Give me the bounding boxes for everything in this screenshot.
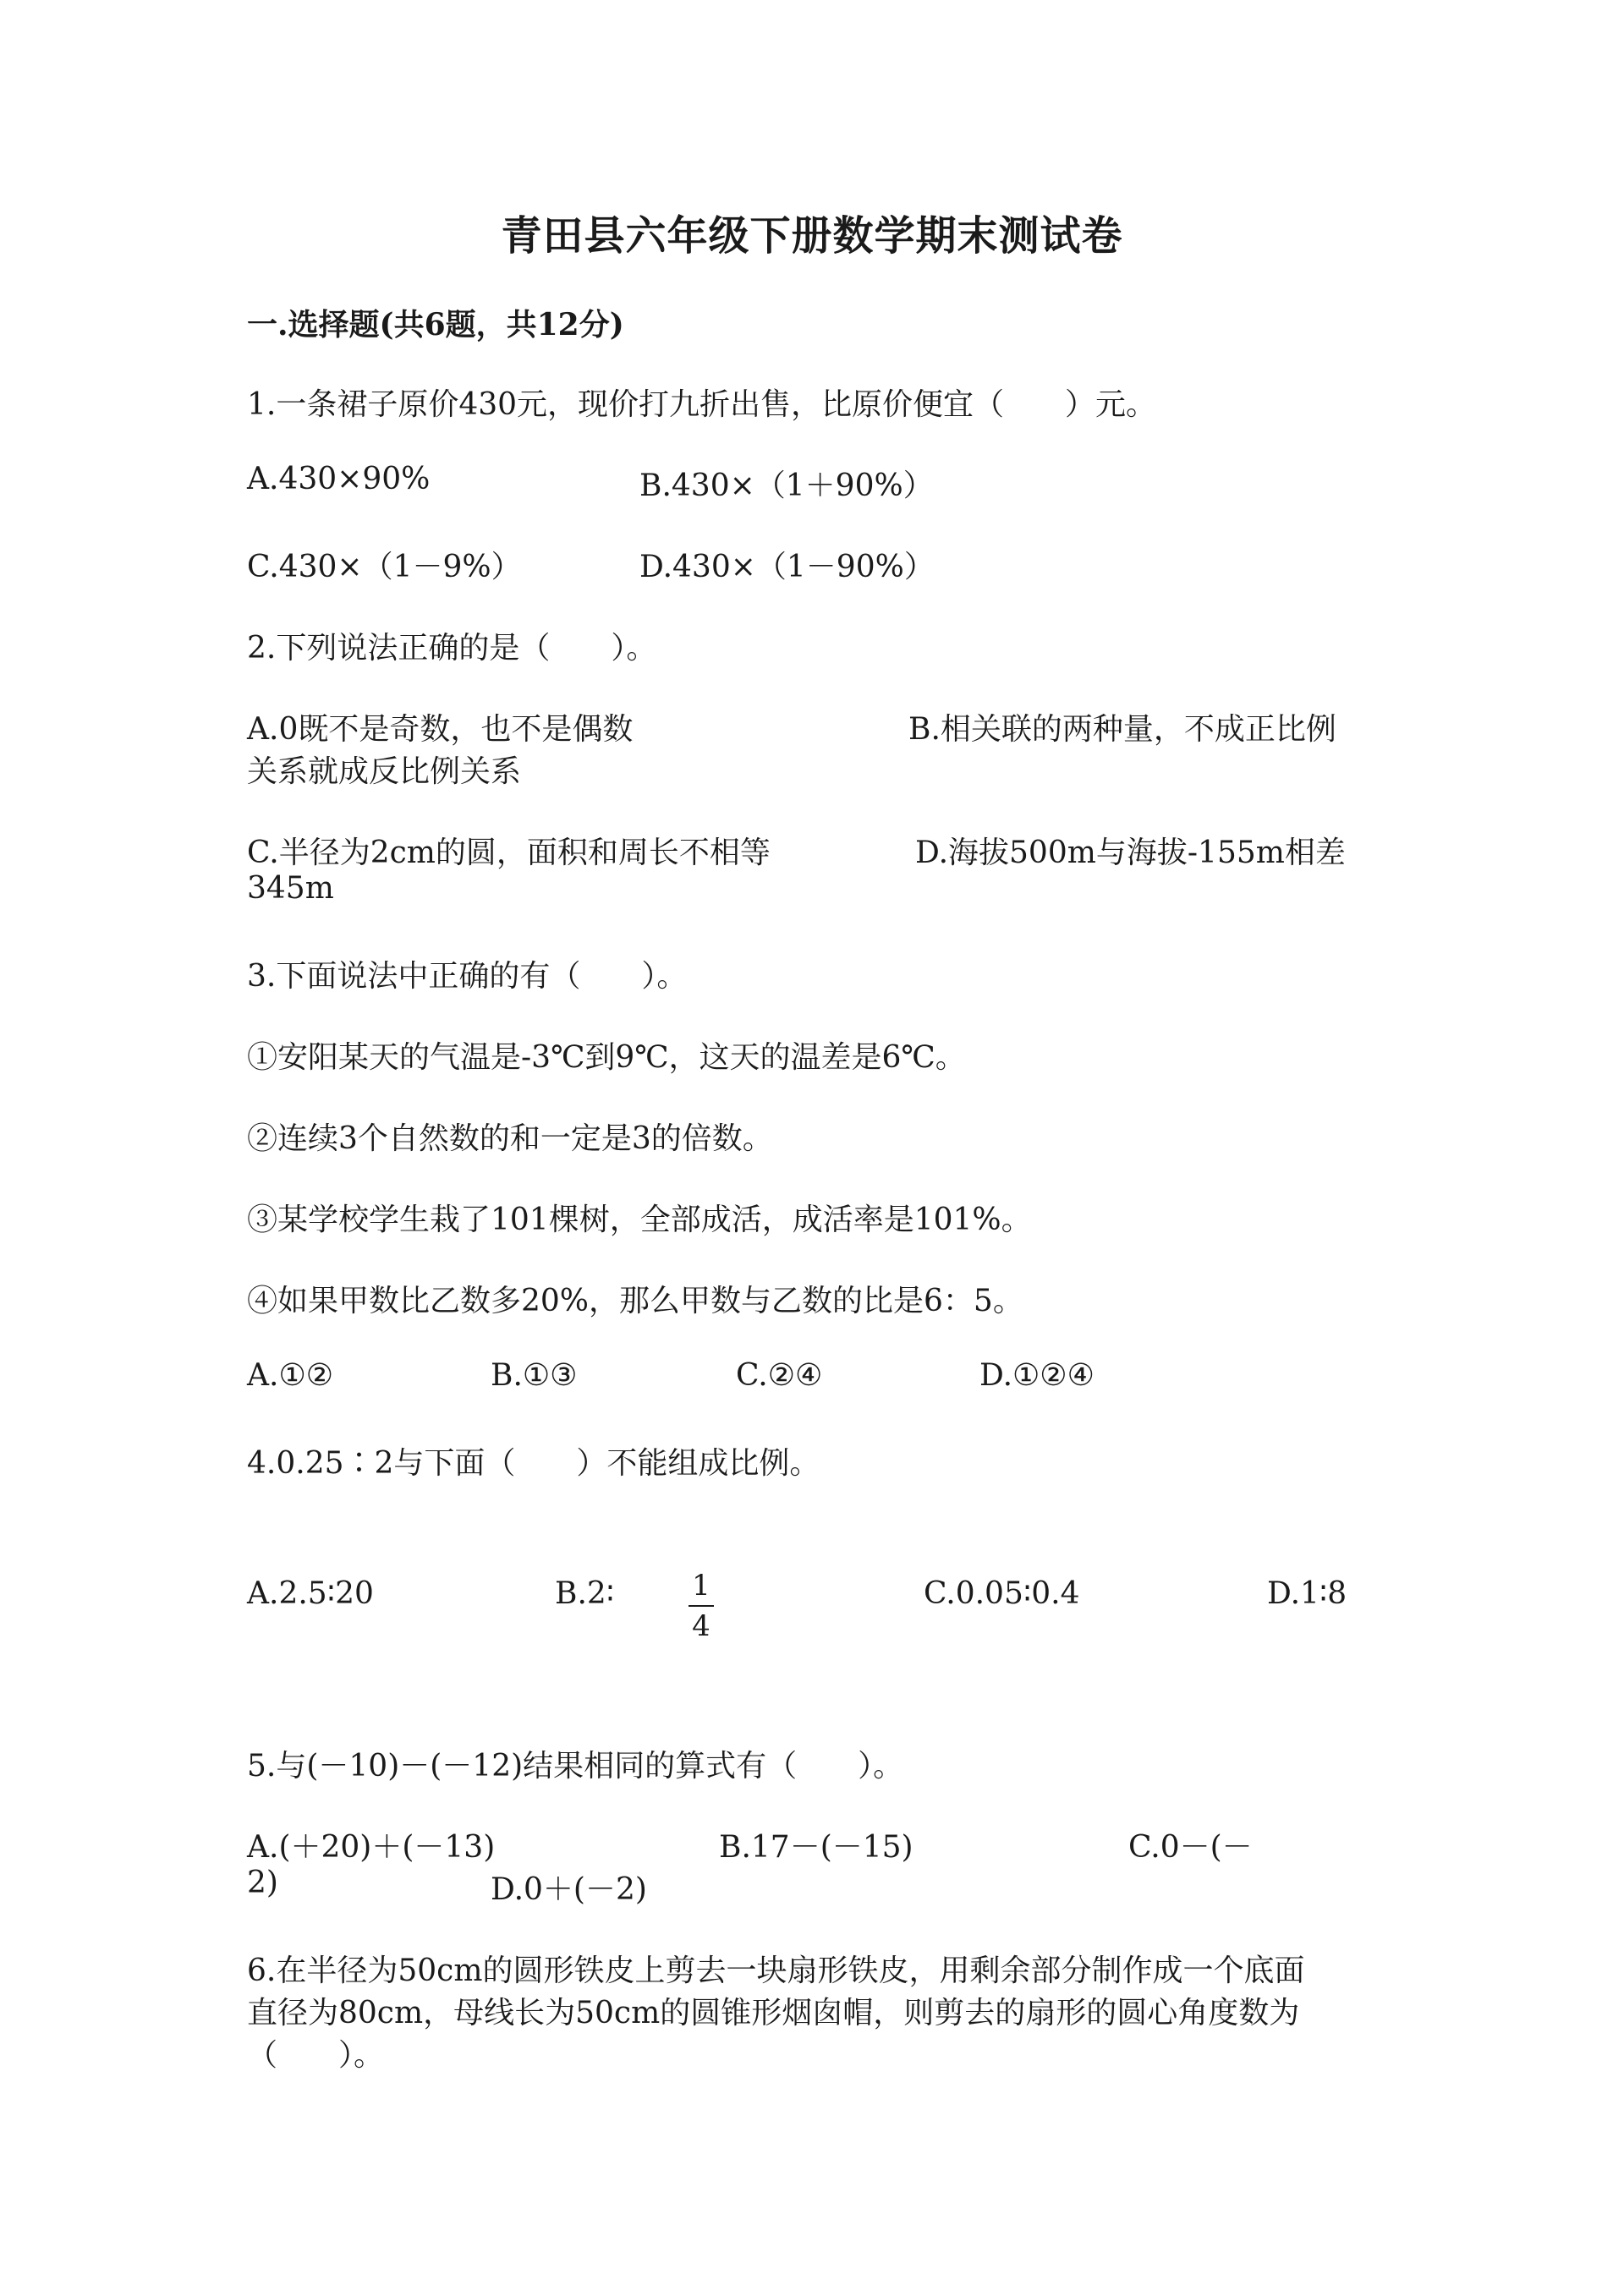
question-3-option-d: D.①②④ [979,1358,1095,1393]
question-6-line-1: 6.在半径为50cm的圆形铁皮上剪去一块扇形铁皮，用剩余部分制作成一个底面 [247,1954,1305,1988]
question-3-option-c: C.②④ [736,1358,823,1393]
question-4-option-b: B.2∶ [555,1576,615,1611]
section-heading: 一.选择题(共6题，共12分) [247,307,624,342]
question-5-stem: 5.与(－10)－(－12)结果相同的算式有（ ）。 [247,1749,904,1784]
fraction-denominator: 4 [692,1609,710,1643]
question-1-option-a: A.430×90% [247,462,431,496]
question-1-stem: 1.一条裙子原价430元，现价打九折出售，比原价便宜（ ）元。 [247,387,1157,422]
question-5-option-c-continued: 2) [247,1866,278,1900]
fraction-numerator: 1 [692,1569,710,1603]
question-2-option-b: B.相关联的两种量，不成正比例 [908,712,1336,747]
page-title: 青田县六年级下册数学期末测试卷 [501,212,1123,260]
question-2-option-a: A.0既不是奇数，也不是偶数 [247,712,634,747]
question-3-statement-2: ②连续3个自然数的和一定是3的倍数。 [247,1121,773,1156]
question-5-option-b: B.17－(－15) [719,1830,914,1865]
question-3-option-b: B.①③ [491,1358,578,1393]
question-3-stem: 3.下面说法中正确的有（ ）。 [247,959,688,994]
question-3-statement-4: ④如果甲数比乙数多20%，那么甲数与乙数的比是6：5。 [247,1284,1023,1318]
question-3-option-a: A.①② [247,1358,333,1393]
question-1-option-d: D.430×（1－90%） [639,550,935,584]
question-2-option-d-continued: 345m [247,871,334,906]
question-4-stem: 4.0.25∶2与下面（ ）不能组成比例。 [247,1446,820,1481]
question-2-stem: 2.下列说法正确的是（ ）。 [247,631,657,666]
question-6-line-3: （ ）。 [247,2038,385,2073]
question-5-option-d: D.0＋(－2) [491,1872,647,1907]
question-3-statement-3: ③某学校学生栽了101棵树，全部成活，成活率是101%。 [247,1203,1032,1237]
question-1-option-c: C.430×（1－9%） [247,550,522,584]
question-5-option-c: C.0－(－ [1128,1830,1253,1865]
question-2-option-d: D.海拔500m与海拔-155m相差 [915,836,1346,870]
fraction-bar [689,1605,714,1607]
question-6-line-2: 直径为80cm，母线长为50cm的圆锥形烟囱帽，则剪去的扇形的圆心角度数为 [247,1996,1300,2030]
question-4-option-a: A.2.5∶20 [247,1576,374,1611]
question-4-option-b-fraction [689,1571,714,1641]
question-4-option-d: D.1∶8 [1267,1576,1347,1611]
question-5-option-a: A.(＋20)＋(－13) [247,1830,496,1865]
question-2-option-b-continued: 关系就成反比例关系 [247,754,522,789]
question-2-option-c: C.半径为2cm的圆，面积和周长不相等 [247,836,771,870]
question-1-option-b: B.430×（1＋90%） [639,469,934,503]
question-3-statement-1: ①安阳某天的气温是-3℃到9℃，这天的温差是6℃。 [247,1040,966,1075]
question-4-option-c: C.0.05∶0.4 [924,1576,1080,1611]
